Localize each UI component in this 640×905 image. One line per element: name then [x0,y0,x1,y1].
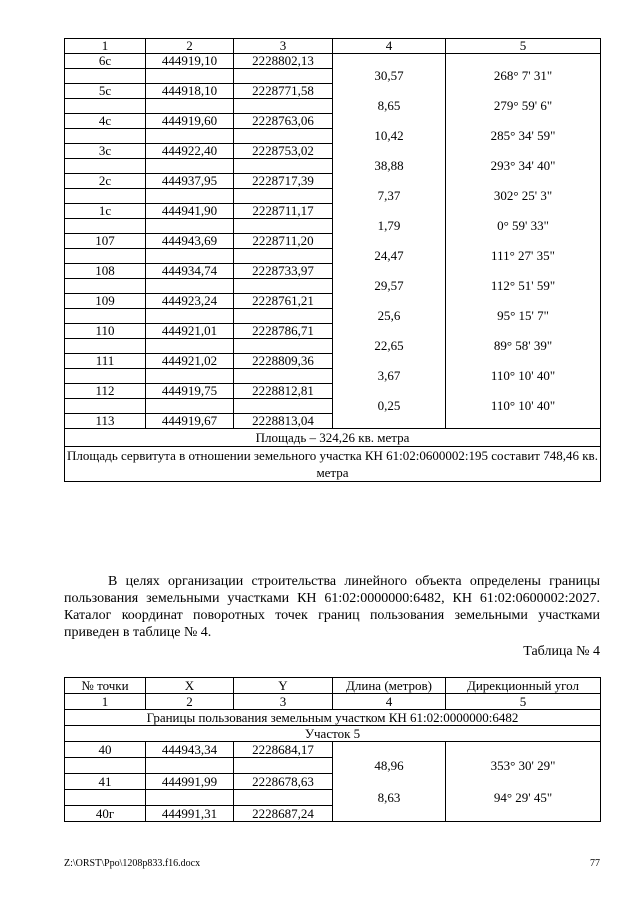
point-number-cell: 1с [65,204,146,219]
point-row [65,806,601,822]
length-cell: 24,47 [333,249,446,264]
segment-row [65,69,601,84]
point-number-cell-empty [65,279,146,294]
y-coordinate-cell: 2228678,63 [234,774,333,790]
y-coordinate-cell: 2228813,04 [234,414,333,429]
coordinates-table-continued [64,38,601,482]
area-cell: Площадь – 324,26 кв. метра [65,429,601,447]
y-coordinate-cell: 2228684,17 [234,742,333,758]
point-row [65,174,601,189]
y-coordinate-cell-empty [234,219,333,234]
segment-row [65,159,601,174]
angle-cell: 302° 25' 3" [446,189,601,204]
x-coordinate-cell-empty [146,339,234,354]
column-header-cell: Дирекционный угол [446,678,601,694]
y-coordinate-cell-empty [234,758,333,774]
y-coordinate-cell: 2228771,58 [234,84,333,99]
angle-cell: 279° 59' 6" [446,99,601,114]
segment-row [65,339,601,354]
y-coordinate-cell-empty [234,309,333,324]
angle-cell: 110° 10' 40" [446,399,601,414]
angle-cell: 95° 15' 7" [446,309,601,324]
y-coordinate-cell: 2228809,36 [234,354,333,369]
angle-cell: 353° 30' 29" [446,758,601,774]
point-number-cell: 6с [65,54,146,69]
x-coordinate-cell: 444919,67 [146,414,234,429]
section-title-row [65,710,601,726]
point-number-cell: 4с [65,114,146,129]
point-row [65,294,601,309]
angle-cell: 94° 29' 45" [446,790,601,806]
column-number-cell: 2 [146,694,234,710]
segment-row [65,279,601,294]
y-coordinate-cell-empty [234,69,333,84]
point-number-cell-empty [65,399,146,414]
length-cell: 10,42 [333,129,446,144]
y-coordinate-cell: 2228711,20 [234,234,333,249]
x-coordinate-cell-empty [146,69,234,84]
y-coordinate-cell: 2228812,81 [234,384,333,399]
length-cell: 25,6 [333,309,446,324]
angle-cell: 268° 7' 31" [446,69,601,84]
length-cell-empty [333,144,446,159]
point-number-cell: 110 [65,324,146,339]
y-coordinate-cell-empty [234,369,333,384]
point-row [65,234,601,249]
x-coordinate-cell: 444991,31 [146,806,234,822]
point-number-cell-empty [65,219,146,234]
x-coordinate-cell: 444943,69 [146,234,234,249]
point-number-cell: 40 [65,742,146,758]
point-number-cell: 112 [65,384,146,399]
y-coordinate-cell-empty [234,790,333,806]
segment-row [65,99,601,114]
x-coordinate-cell-empty [146,219,234,234]
x-coordinate-cell: 444921,02 [146,354,234,369]
x-coordinate-cell-empty [146,159,234,174]
x-coordinate-cell-empty [146,279,234,294]
column-number-row [65,39,601,54]
length-cell-empty [333,384,446,399]
point-number-cell: 5с [65,84,146,99]
length-cell: 1,79 [333,219,446,234]
point-row [65,324,601,339]
length-cell: 8,65 [333,99,446,114]
point-number-cell-empty [65,758,146,774]
length-cell-empty [333,324,446,339]
y-coordinate-cell-empty [234,279,333,294]
angle-cell: 110° 10' 40" [446,369,601,384]
point-number-cell: 108 [65,264,146,279]
angle-cell: 111° 27' 35" [446,249,601,264]
section-subtitle-row [65,726,601,742]
column-header-cell: № точки [65,678,146,694]
servitude-row [65,447,601,482]
area-row [65,429,601,447]
y-coordinate-cell: 2228786,71 [234,324,333,339]
point-row [65,384,601,399]
y-coordinate-cell-empty [234,159,333,174]
segment-row [65,189,601,204]
x-coordinate-cell-empty [146,758,234,774]
length-cell-empty [333,114,446,129]
footer-file-path: Z:\ORST\Ppo\1208p833.f16.docx [64,858,201,869]
body-paragraph [64,573,600,641]
point-row [65,54,601,69]
angle-cell: 285° 34' 59" [446,129,601,144]
point-row [65,774,601,790]
x-coordinate-cell-empty [146,369,234,384]
point-row [65,204,601,219]
point-number-cell: 41 [65,774,146,790]
length-cell-empty [333,806,446,822]
angle-cell-empty [446,114,601,129]
length-cell: 30,57 [333,69,446,84]
point-row [65,414,601,429]
angle-cell-empty [446,806,601,822]
section-title-cell: Границы пользования земельным участком КН 61:02:0000000:6482 [65,710,601,726]
point-number-cell: 40г [65,806,146,822]
x-coordinate-cell: 444919,60 [146,114,234,129]
x-coordinate-cell-empty [146,129,234,144]
point-number-cell: 3с [65,144,146,159]
point-row [65,742,601,758]
length-cell-empty [333,354,446,369]
point-row [65,264,601,279]
angle-cell-empty [446,354,601,369]
y-coordinate-cell: 2228761,21 [234,294,333,309]
length-cell: 3,67 [333,369,446,384]
length-cell-empty [333,204,446,219]
point-number-cell-empty [65,339,146,354]
column-header-row [65,678,601,694]
x-coordinate-cell: 444991,99 [146,774,234,790]
length-cell: 38,88 [333,159,446,174]
angle-cell-empty [446,294,601,309]
x-coordinate-cell: 444923,24 [146,294,234,309]
segment-row [65,309,601,324]
angle-cell-empty [446,774,601,790]
length-cell-empty [333,234,446,249]
column-number-cell: 3 [234,39,333,54]
column-header-cell: Y [234,678,333,694]
y-coordinate-cell: 2228733,97 [234,264,333,279]
y-coordinate-cell-empty [234,249,333,264]
segment-row [65,399,601,414]
x-coordinate-cell: 444919,10 [146,54,234,69]
length-cell-empty [333,84,446,99]
segment-row [65,758,601,774]
length-cell: 7,37 [333,189,446,204]
point-number-cell: 2с [65,174,146,189]
point-number-cell: 109 [65,294,146,309]
column-number-cell: 3 [234,694,333,710]
angle-cell-empty [446,84,601,99]
point-number-cell-empty [65,189,146,204]
y-coordinate-cell-empty [234,399,333,414]
angle-cell-empty [446,414,601,429]
length-cell: 0,25 [333,399,446,414]
x-coordinate-cell: 444934,74 [146,264,234,279]
point-number-cell: 107 [65,234,146,249]
segment-row [65,249,601,264]
point-row [65,144,601,159]
x-coordinate-cell-empty [146,309,234,324]
section-subtitle-cell: Участок 5 [65,726,601,742]
x-coordinate-cell-empty [146,189,234,204]
column-number-row [65,694,601,710]
table-caption: Таблица № 4 [523,644,600,659]
column-number-cell: 2 [146,39,234,54]
y-coordinate-cell: 2228687,24 [234,806,333,822]
angle-cell: 293° 34' 40" [446,159,601,174]
angle-cell: 89° 58' 39" [446,339,601,354]
x-coordinate-cell: 444937,95 [146,174,234,189]
angle-cell-empty [446,174,601,189]
page-number: 77 [590,858,600,869]
y-coordinate-cell-empty [234,99,333,114]
length-cell-empty [333,414,446,429]
segment-row [65,219,601,234]
length-cell-empty [333,264,446,279]
x-coordinate-cell: 444921,01 [146,324,234,339]
column-number-cell: 5 [446,39,601,54]
segment-row [65,790,601,806]
column-number-cell: 1 [65,694,146,710]
column-number-cell: 1 [65,39,146,54]
length-cell-empty [333,294,446,309]
x-coordinate-cell-empty [146,99,234,114]
angle-cell-empty [446,204,601,219]
angle-cell-empty [446,54,601,69]
length-cell-empty [333,742,446,758]
y-coordinate-cell: 2228717,39 [234,174,333,189]
angle-cell-empty [446,384,601,399]
x-coordinate-cell: 444922,40 [146,144,234,159]
angle-cell-empty [446,234,601,249]
table-4 [64,677,601,822]
angle-cell-empty [446,144,601,159]
point-number-cell-empty [65,159,146,174]
y-coordinate-cell: 2228763,06 [234,114,333,129]
point-row [65,114,601,129]
angle-cell-empty [446,324,601,339]
y-coordinate-cell: 2228753,02 [234,144,333,159]
length-cell: 8,63 [333,790,446,806]
segment-row [65,369,601,384]
y-coordinate-cell-empty [234,339,333,354]
column-header-cell: Длина (метров) [333,678,446,694]
y-coordinate-cell-empty [234,189,333,204]
length-cell: 48,96 [333,758,446,774]
x-coordinate-cell: 444918,10 [146,84,234,99]
point-number-cell-empty [65,309,146,324]
length-cell: 22,65 [333,339,446,354]
angle-cell-empty [446,264,601,279]
y-coordinate-cell-empty [234,129,333,144]
point-number-cell: 113 [65,414,146,429]
point-number-cell-empty [65,99,146,114]
angle-cell-empty [446,742,601,758]
x-coordinate-cell-empty [146,399,234,414]
length-cell-empty [333,174,446,189]
y-coordinate-cell: 2228711,17 [234,204,333,219]
angle-cell: 0° 59' 33" [446,219,601,234]
column-number-cell: 5 [446,694,601,710]
x-coordinate-cell: 444941,90 [146,204,234,219]
y-coordinate-cell: 2228802,13 [234,54,333,69]
angle-cell: 112° 51' 59" [446,279,601,294]
x-coordinate-cell: 444919,75 [146,384,234,399]
length-cell-empty [333,774,446,790]
length-cell: 29,57 [333,279,446,294]
point-number-cell-empty [65,790,146,806]
x-coordinate-cell-empty [146,790,234,806]
point-row [65,84,601,99]
point-number-cell-empty [65,249,146,264]
servitude-cell: Площадь сервитута в отношении земельного участка КН 61:02:0600002:195 составит 748,46 кв. метра [65,447,601,482]
point-number-cell-empty [65,69,146,84]
segment-row [65,129,601,144]
paragraph-text: В целях организации строительства линейного объекта определены границы пользования земельными участками КН 61:02:0000000:6482, КН 61:02:0600002:2027. Каталог координат поворотных точек границ пользования земельными участками приведен в таблице № 4. [64,574,600,640]
x-coordinate-cell: 444943,34 [146,742,234,758]
length-cell-empty [333,54,446,69]
column-number-cell: 4 [333,39,446,54]
point-number-cell-empty [65,129,146,144]
point-row [65,354,601,369]
point-number-cell-empty [65,369,146,384]
point-number-cell: 111 [65,354,146,369]
x-coordinate-cell-empty [146,249,234,264]
column-header-cell: X [146,678,234,694]
column-number-cell: 4 [333,694,446,710]
